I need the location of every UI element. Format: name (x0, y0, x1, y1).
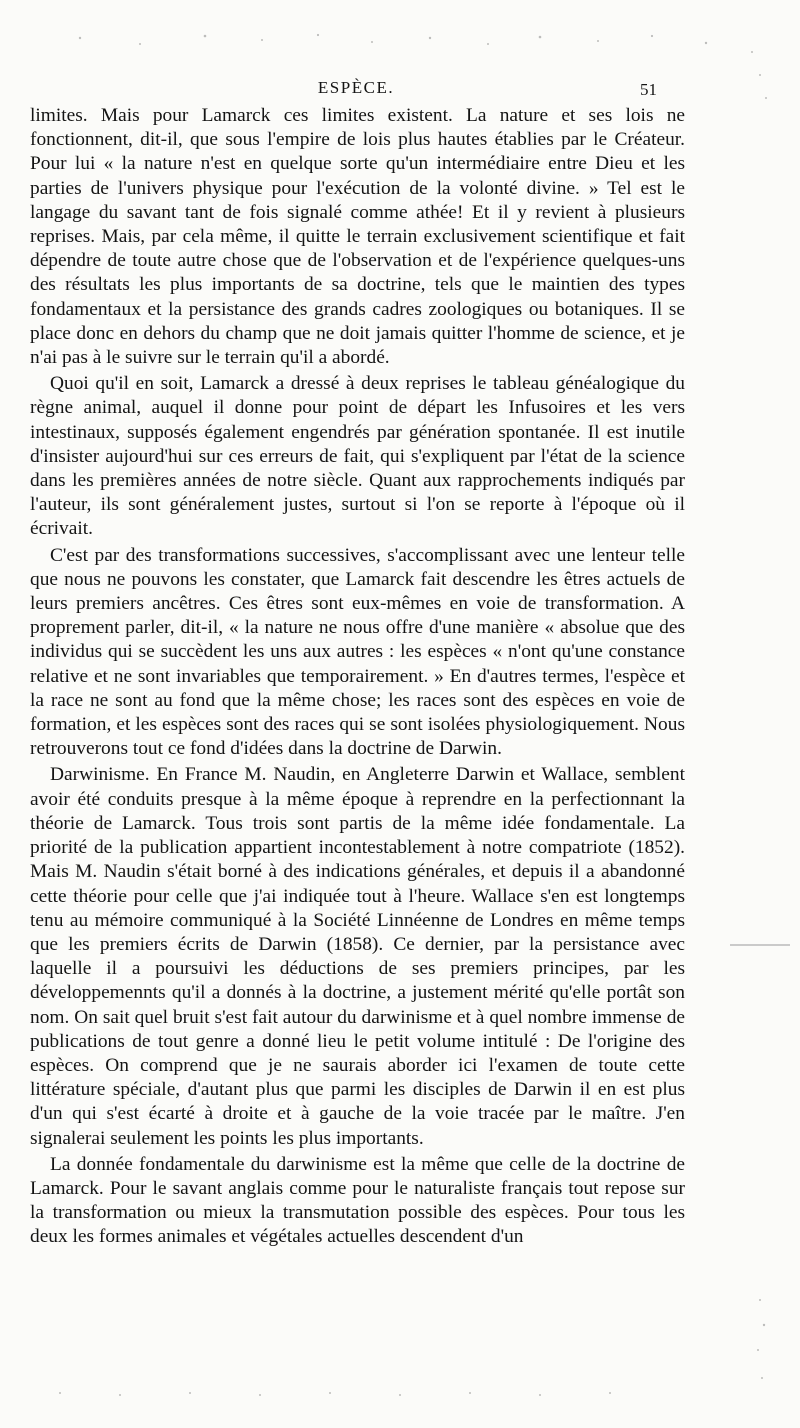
body-text (30, 104, 685, 1250)
page-number: 51 (640, 80, 657, 99)
paragraph-2: Quoi qu'il en soit, Lamarck a dressé à deux reprises le tableau généalogique du règne animal, auquel il donne pour point de départ les Infusoires et les vers intestinaux, supposés également engendrés par génération spontanée. Il est inutile d'insister aujourd'hui sur ces erreurs de fait, qui s'expliquent par l'état de la science dans les premières années de notre siècle. Quant aux rapprochements indiqués par l'auteur, ils sont généralement justes, surtout si l'on se reporte à l'époque où il écrivait. (30, 373, 685, 540)
paragraph-4: Darwinisme. En France M. Naudin, en Angleterre Darwin et Wallace, semblent avoir été conduits presque à la même époque à reprendre en la perfectionnant la théorie de Lamarck. Tous trois sont partis de la même idée fondamentale. La priorité de la publication appartient incontestablement à notre compatriote (1852). Mais M. Naudin s'était borné à des indications générales, et depuis il a abandonné cette théorie pour celle que j'ai indiquée tout à l'heure. Wallace s'en est longtemps tenu au mémoire communiqué à la Société Linnéenne de Londres en même temps que les premiers écrits de Darwin (1858). Ce dernier, par la persistance avec laquelle il a poursuivi les déductions de ses premiers principes, par les développemennts qu'il a donnés à la doctrine, a justement mérité qu'elle portât son nom. On sait quel bruit s'est fait autour du darwinisme et à quel nombre immense de publications de tout genre a donné lieu le petit volume intitulé : De l'origine des espèces. On comprend que je ne saurais aborder ici l'examen de toute cette littérature spéciale, d'autant plus que parmi les disciples de Darwin il en est plus d'un qui s'est écarté à droite et à gauche de la voie tracée par le maître. J'en signalerai seulement les points les plus importants. (30, 764, 685, 1149)
paragraph-5: La donnée fondamentale du darwinisme est la même que celle de la doctrine de Lamarck. Pour le savant anglais comme pour le naturaliste français tout repose sur la transformation ou mieux la transmutation possible des espèces. Pour tous les deux les formes animales et végétales actuelles descendent d'un (30, 1153, 685, 1248)
paragraph-1: limites. Mais pour Lamarck ces limites existent. La nature et ses lois ne fonctionnent, dit-il, que sous l'empire de lois plus hautes établies par le Créateur. Pour lui « la nature n'est en quelque sorte qu'un intermédiaire entre Dieu et les parties de l'univers physique pour l'exécution de la volonté divine. » Tel est le langage du savant tant de fois signalé comme athée! Et il y revient à plusieurs reprises. Mais, par cela même, il quitte le terrain exclusivement scientifique et fait dépendre de toute autre chose que de l'observation et de l'expérience quelques-uns des résultats les plus importants de sa doctrine, tels que le maintien des types fondamentaux et la persistance des grands cadres zoologiques ou botaniques. Il se place donc en dehors du champ que ne doit jamais quitter l'homme de science, et je n'ai pas à le suivre sur le terrain qu'il a abordé. (30, 105, 685, 369)
running-title: ESPÈCE. (317, 78, 395, 97)
paragraph-3: C'est par des transformations successives, s'accomplissant avec une lenteur telle que nous ne pouvons les constater, que Lamarck fait descendre les êtres actuels de leurs premiers ancêtres. Ces êtres sont eux-mêmes en voie de transformation. A proprement parler, dit-il, « la nature ne nous offre d'une manière « absolue que des individus qui se succèdent les uns aux autres : les espèces « n'ont qu'une constance relative et ne sont invariables que temporairement. » En d'autres termes, l'espèce et la race ne sont au fond que la même chose; les races sont des espèces en voie de formation, et les espèces sont des races qui se sont isolées physiologiquement. Nous retrouverons tout ce fond d'idées dans la doctrine de Darwin. (30, 544, 685, 760)
page-header (0, 78, 800, 104)
